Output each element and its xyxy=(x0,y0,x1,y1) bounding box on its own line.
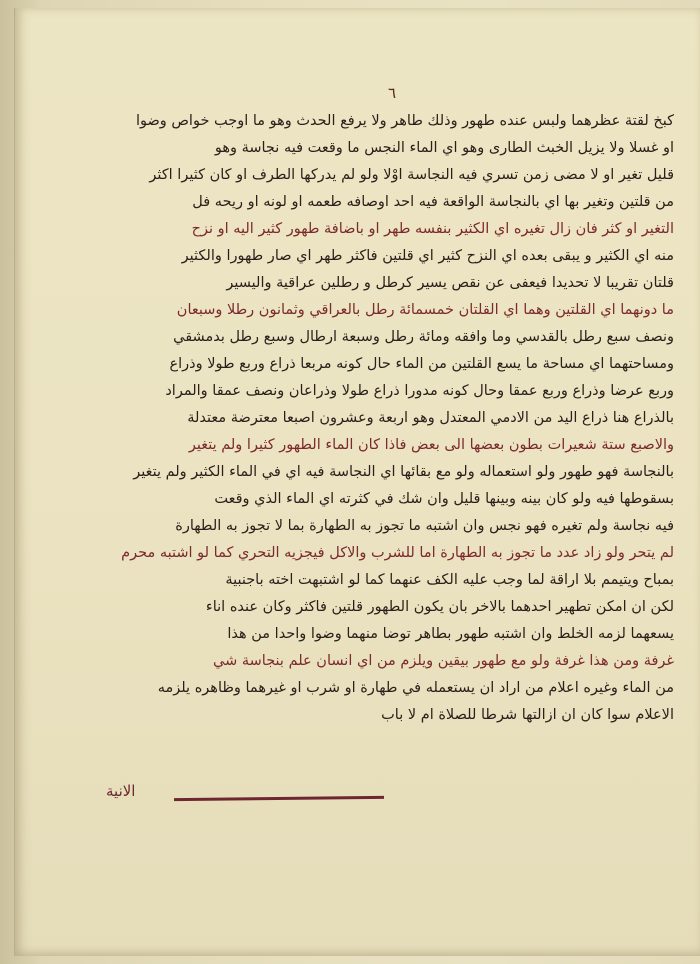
text-line: فيه نجاسة ولم تغيره فهو نجس وان اشتبه ما تجوز به الطهارة بما لا تجوز به الطهارة xyxy=(175,518,674,534)
text-line: قلتان تقريبا لا تحديدا فيعفى عن نقص يسير كرطل و رطلين عراقية واليسير xyxy=(226,275,674,291)
text-line: لكن ان امكن تطهير احدهما بالاخر بان يكون الطهور قلتين فاكثر وكان عنده اناء xyxy=(205,599,674,615)
text-line: ونصف سبع رطل بالقدسي وما وافقه ومائة رطل وسبعة ارطال وسبع رطل بدمشقي xyxy=(173,329,674,345)
text-line: او غسلا ولا يزيل الخبث الطارى وهو اي الماء النجس ما وقعت فيه نجاسة وهو xyxy=(214,140,674,156)
manuscript-text xyxy=(54,108,674,729)
chapter-heading: الانية xyxy=(106,782,136,800)
text-line: يسعهما لزمه الخلط وان اشتبه طهور بطاهر توضا منهما وضوا واحدا من هذا xyxy=(227,626,674,642)
text-line: من قلتين وتغير بها اي بالنجاسة الواقعة فيه احد اوصافه طعمه او لونه او ريحه فل xyxy=(192,194,674,210)
text-line: والاصبع ستة شعيرات بطون بعضها الى بعض فاذا كان الماء الطهور كثيرا ولم يتغير xyxy=(188,437,674,453)
text-line: كبخ لقتة عظرهما ولبس عنده طهور وذلك طاهر ولا يرفع الحدث وهو ما اوجب خواص وضوا xyxy=(135,113,674,129)
text-line: منه اي الكثير و يبقى بعده اي النزح كثير اي قلتين فاكثر طهر اي صار طهورا والكثير xyxy=(181,248,674,264)
text-line: ما دونهما اي القلتين وهما اي القلتان خمسمائة رطل بالعراقي وثمانون رطلا وسبعان xyxy=(176,302,674,318)
text-line: قليل تغير او لا مضى زمن تسري فيه النجاسة اوْلا ولو لم يدركها الطرف او كان كثيرا اكثر xyxy=(149,167,674,183)
text-line: بمباح ويتيمم بلا اراقة لما وجب عليه الكف عنهما كما لو اشتبهت اخته باجنبية xyxy=(225,572,674,588)
text-line: بالذراع هنا ذراع اليد من الادمي المعتدل وهو اربعة وعشرون اصبعا معترضة معتدلة xyxy=(187,410,674,426)
text-line: الاعلام سوا كان ان ازالتها شرطا للصلاة ام لا باب xyxy=(381,707,674,723)
text-line: بالنجاسة فهو طهور ولو استعماله ولو مع بقائها اي النجاسة فيه اي في الماء الكثير ولم يتغير xyxy=(133,464,674,480)
page-number: ٦ xyxy=(388,84,397,102)
text-line: من الماء وغيره اعلام من اراد ان يستعمله في طهارة او شرب او غيرهما وظاهره يلزمه xyxy=(157,680,674,696)
text-line: وربع عرضا وذراع وربع عمقا وحال كونه مدورا ذراع طولا وذراعان ونصف عمقا والمراد xyxy=(165,383,674,399)
text-line: غرفة ومن هذا غرفة ولو مع طهور بيقين ويلزم من اي انسان علم بنجاسة شي xyxy=(213,653,674,669)
text-line: ومساحتهما اي مساحة ما يسع القلتين من الماء حال كونه مربعا ذراع وربع طولا وذراع xyxy=(169,356,674,372)
text-line: لم يتحر ولو زاد عدد ما تجوز به الطهارة اما للشرب والاكل فيجزيه التحري كما لو اشتبه محرم xyxy=(121,545,674,561)
text-line: بسقوطها فيه ولو كان بينه وبينها قليل وان شك في كثرته اي الماء الذي وقعت xyxy=(214,491,674,507)
text-line: التغير او كثر فان زال تغيره اي الكثير بنفسه طهر او باضافة طهور كثير اليه او نزح xyxy=(191,221,674,237)
